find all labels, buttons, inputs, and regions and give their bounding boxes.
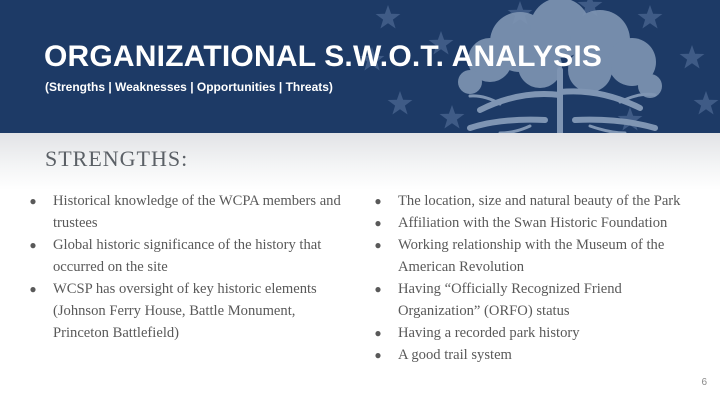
bullet-icon: ● [374,238,382,252]
list-item-text: Working relationship with the Museum of the American Revolution [398,237,665,275]
list-item-text: WCSP has oversight of key historic elements (Johnson Ferry House, Battle Monument, Princeton Battlefield) [53,281,317,341]
list-item [27,190,342,234]
list-item [27,234,342,278]
slide-title: ORGANIZATIONAL S.W.O.T. ANALYSIS [44,40,603,73]
list-item-text: Global historic significance of the history that occurred on the site [53,237,322,275]
list-item-text: A good trail system [398,347,512,363]
strengths-list-right [372,190,692,366]
list-item [27,278,342,344]
bullet-icon: ● [374,216,382,230]
title-banner [0,0,720,133]
bullet-icon: ● [29,194,37,208]
list-item-text: Historical knowledge of the WCPA members and trustees [53,193,341,231]
list-item [372,344,692,366]
bullet-icon: ● [374,326,382,340]
section-heading: STRENGTHS: [45,146,189,171]
list-item-text: The location, size and natural beauty of the Park [398,193,681,209]
list-item-text: Having “Officially Recognized Friend Organization” (ORFO) status [398,281,622,319]
list-item-text: Affiliation with the Swan Historic Foundation [398,215,668,231]
list-item [372,190,692,212]
slide-subtitle: (Strengths | Weaknesses | Opportunities | Threats) [45,80,333,94]
list-item-text: Having a recorded park history [398,325,580,341]
list-item [372,322,692,344]
bullet-icon: ● [374,348,382,362]
strengths-list-left [27,190,342,344]
list-item [372,278,692,322]
bullet-icon: ● [374,194,382,208]
bullet-icon: ● [29,238,37,252]
bullet-icon: ● [29,282,37,296]
list-item [372,234,692,278]
page-number: 6 [701,377,707,388]
list-item [372,212,692,234]
bullet-icon: ● [374,282,382,296]
